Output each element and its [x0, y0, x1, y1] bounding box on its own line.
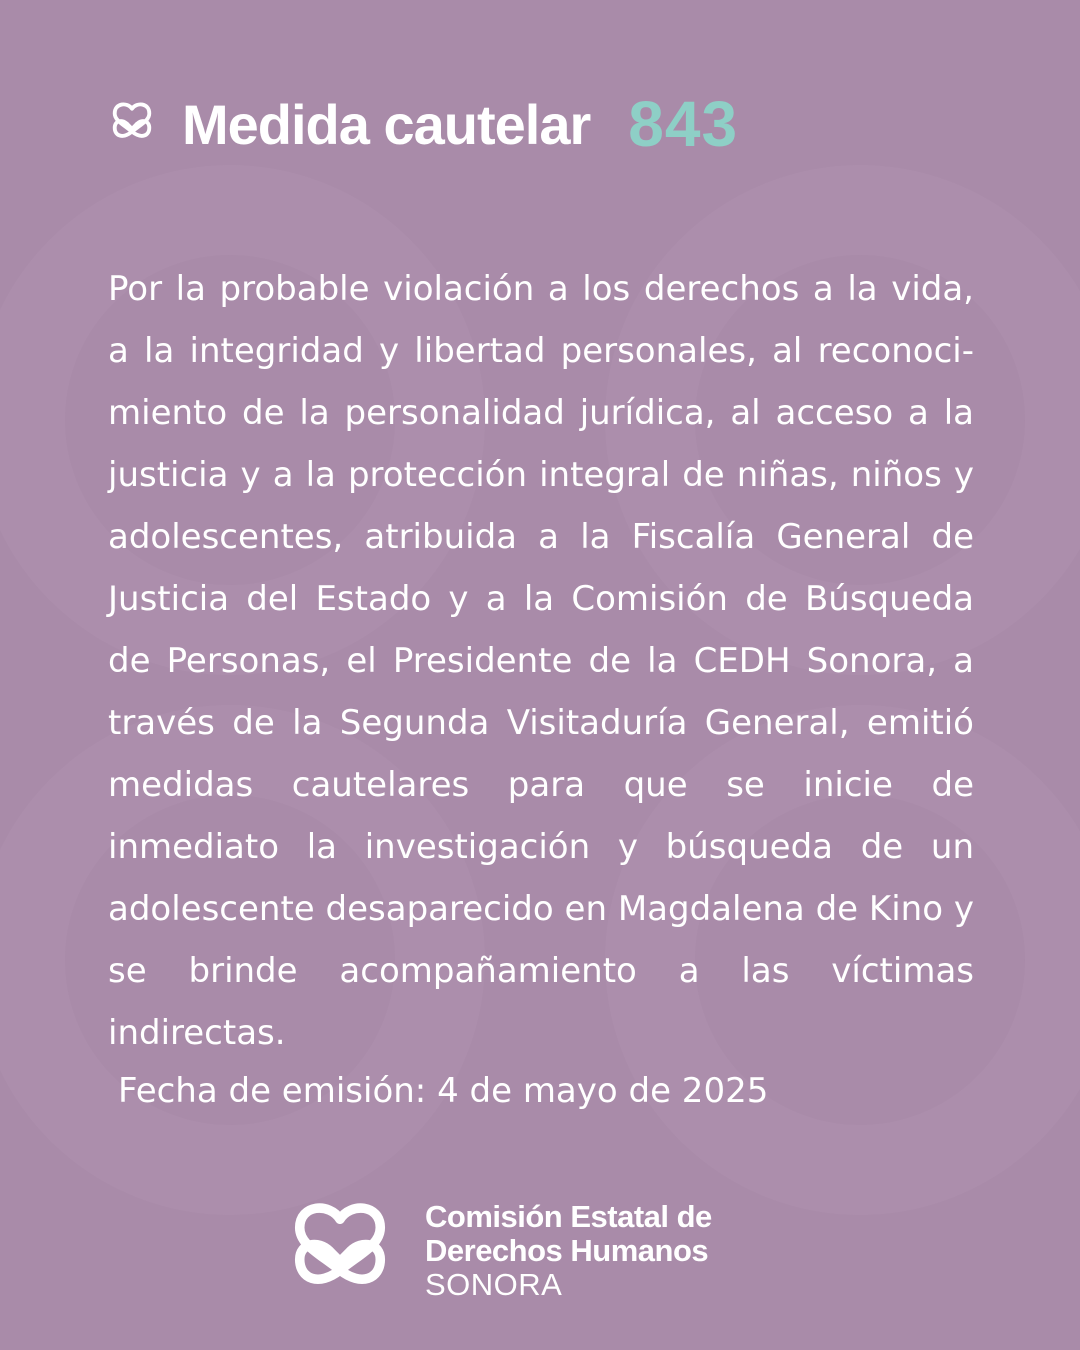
org-name-line1: Comisión Estatal de [425, 1199, 712, 1234]
header [108, 88, 738, 160]
org-name-line2: Derechos Humanos [425, 1233, 709, 1268]
org-name-state: SONORA [425, 1267, 563, 1302]
body-text: Por la probable violación a los derechos a la vida, a la integridad y libertad personales, al reconocimiento de la personalidad jurídica, al acceso a la justicia y a la protección integral de niñas, niños y adolescentes, atribuida a la Fiscalía General de Justicia del Estado y a la Comisión de Búsqueda de Personas, el Presidente de la CEDH Sonora, a través de la Segunda Visitaduría General, emitió medidas cautelares para que se inicie de inmediato la investigación y búsqueda de un adolescente desaparecido en Magdalena de Kino y se brinde acompañamiento a las víctimas indirectas. [108, 269, 974, 1053]
organization-name [425, 1200, 712, 1302]
measure-number: 843 [628, 88, 739, 160]
footer-logo-block [287, 1198, 712, 1304]
page-title: Medida cautelar [182, 92, 591, 156]
issue-date: Fecha de emisión: 4 de mayo de 2025 [118, 1071, 769, 1111]
cedh-knot-icon [287, 1198, 393, 1304]
cedh-knot-icon [108, 100, 156, 148]
